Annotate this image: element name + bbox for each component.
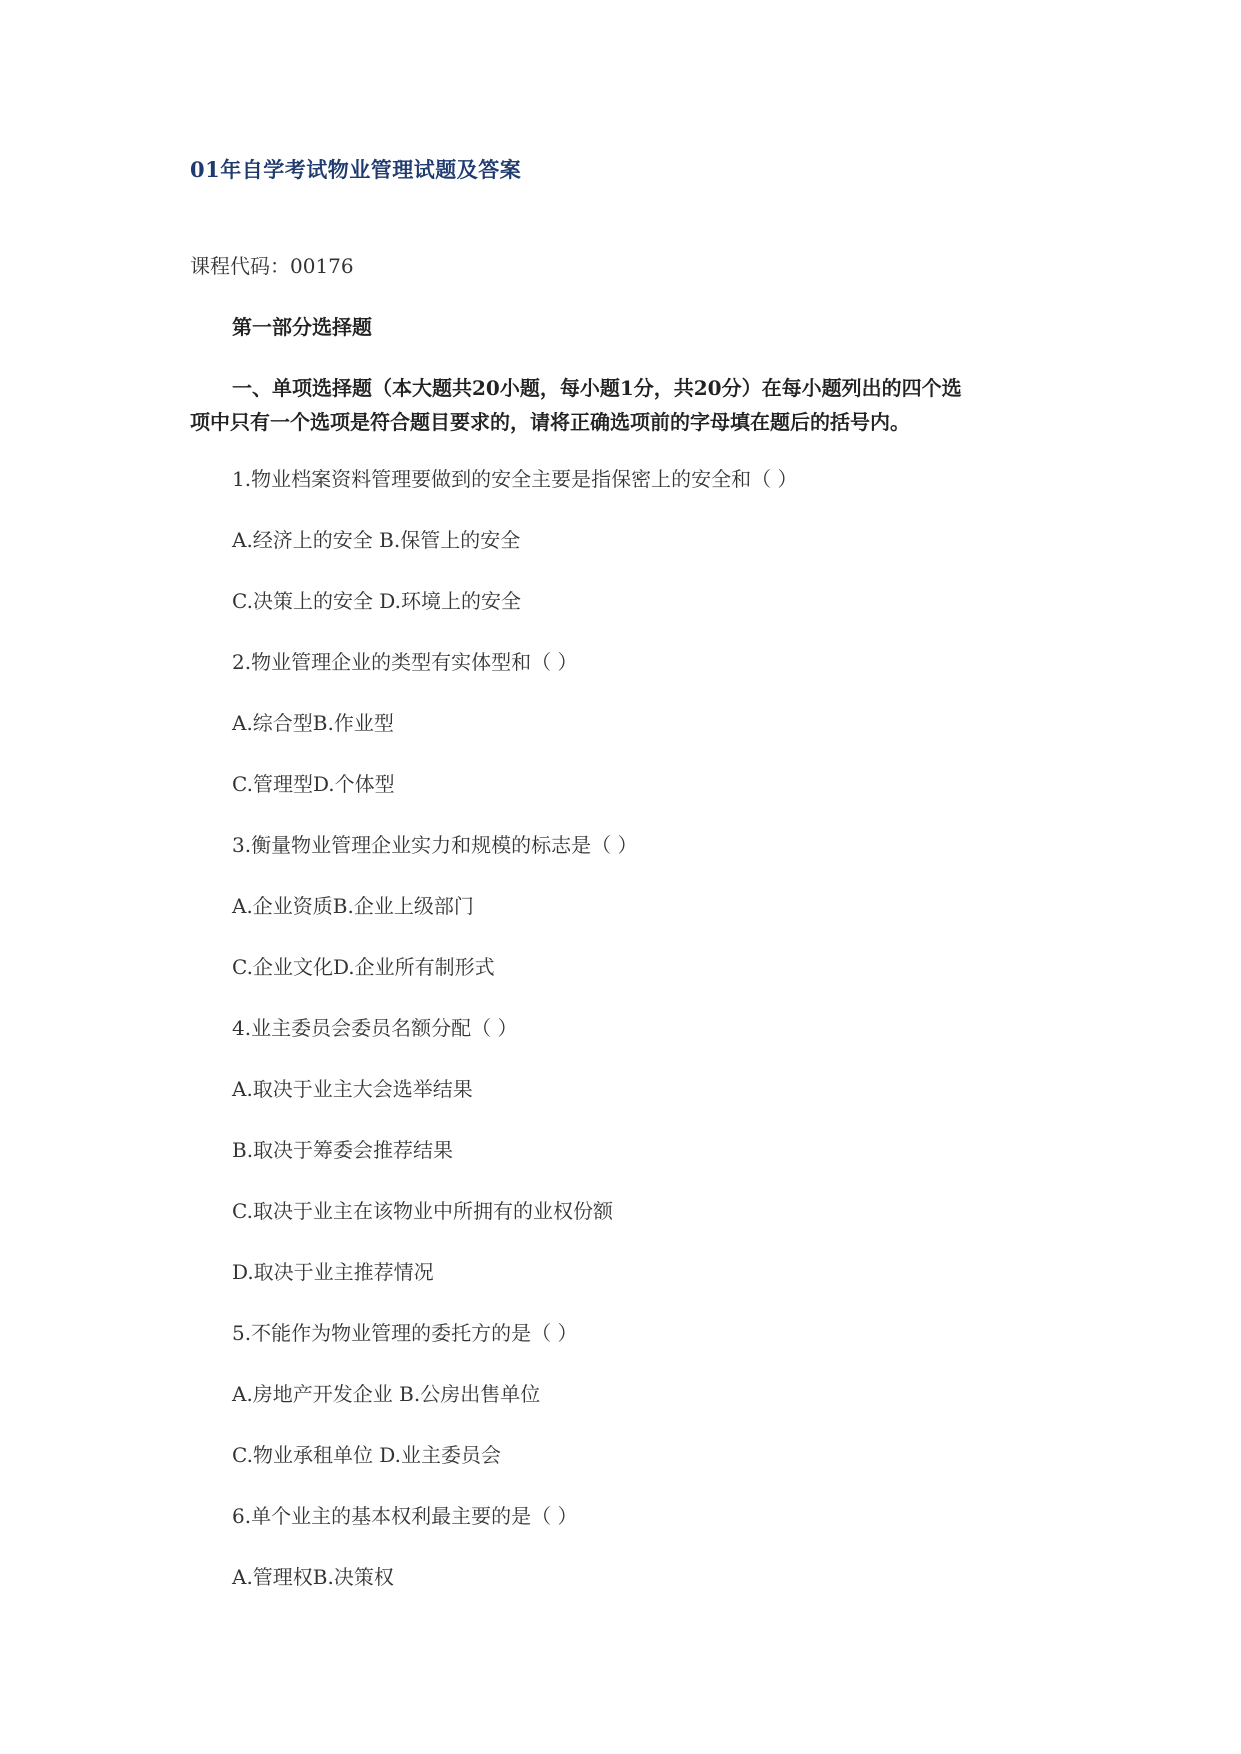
question-5-options-cd: C.物业承租单位 D.业主委员会 <box>232 1443 501 1467</box>
part-heading: 第一部分选择题 <box>232 315 372 339</box>
question-2-options-ab: A.综合型B.作业型 <box>232 711 394 735</box>
question-4-option-a: A.取决于业主大会选举结果 <box>232 1077 473 1101</box>
question-4-option-c: C.取决于业主在该物业中所拥有的业权份额 <box>232 1199 613 1223</box>
question-1-options-ab: A.经济上的安全 B.保管上的安全 <box>232 528 521 552</box>
question-4-option-b: B.取决于筹委会推荐结果 <box>232 1138 454 1162</box>
question-3-options-cd: C.企业文化D.企业所有制形式 <box>232 955 495 979</box>
question-3: 3.衡量物业管理企业实力和规模的标志是（ ） <box>232 833 638 857</box>
question-4: 4.业主委员会委员名额分配（ ） <box>232 1016 518 1040</box>
document-title: 01年自学考试物业管理试题及答案 <box>190 157 522 182</box>
question-6: 6.单个业主的基本权利最主要的是（ ） <box>232 1504 578 1528</box>
section-instructions-line-1: 一、单项选择题（本大题共20小题，每小题1分，共20分）在每小题列出的四个选 <box>232 376 962 400</box>
question-1-options-cd: C.决策上的安全 D.环境上的安全 <box>232 589 521 613</box>
course-code: 课程代码：00176 <box>190 254 354 278</box>
question-1: 1.物业档案资料管理要做到的安全主要是指保密上的安全和（ ） <box>232 467 798 491</box>
question-2: 2.物业管理企业的类型有实体型和（ ） <box>232 650 578 674</box>
section-instructions-line-2: 项中只有一个选项是符合题目要求的，请将正确选项前的字母填在题后的括号内。 <box>190 410 910 434</box>
section-instructions <box>190 371 1070 439</box>
question-6-options-ab: A.管理权B.决策权 <box>232 1565 394 1589</box>
question-5-options-ab: A.房地产开发企业 B.公房出售单位 <box>232 1382 541 1406</box>
question-5: 5.不能作为物业管理的委托方的是（ ） <box>232 1321 578 1345</box>
question-2-options-cd: C.管理型D.个体型 <box>232 772 395 796</box>
question-4-option-d: D.取决于业主推荐情况 <box>232 1260 434 1284</box>
question-3-options-ab: A.企业资质B.企业上级部门 <box>232 894 474 918</box>
